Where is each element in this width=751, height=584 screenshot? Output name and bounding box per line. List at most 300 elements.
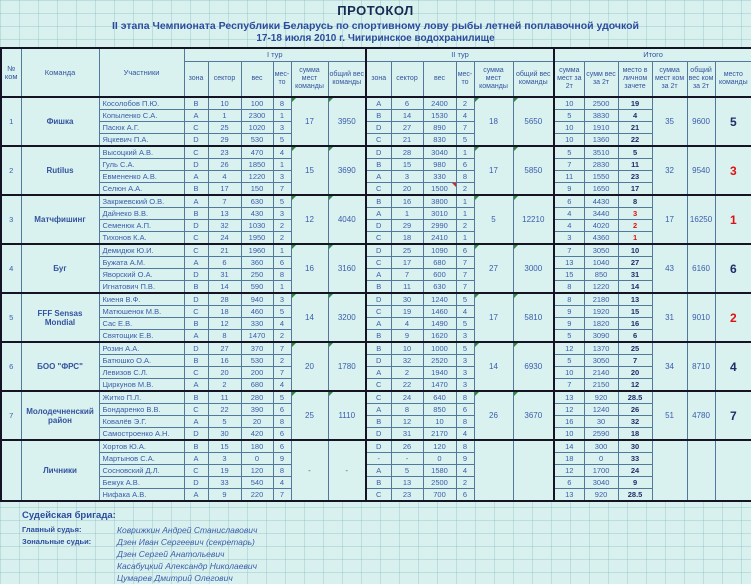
tour2-team-total-weight: 5850 [513,146,554,195]
tour2-sector: 13 [391,477,423,489]
sum-weight-2tours: 1910 [584,122,618,134]
sum-places-2tours: 11 [554,171,584,183]
tour1-sector: 12 [208,318,241,330]
personal-place: 21 [618,122,652,134]
tour1-sector: 15 [208,440,241,453]
personal-place: 20 [618,367,652,379]
tour1-weight: 150 [241,183,273,196]
tour1-weight: 460 [241,306,273,318]
tour2-sector: 2 [391,367,423,379]
sum-weight-2tours: 850 [584,269,618,281]
tour2-zone: D [366,220,391,232]
tour2-team-sum-places: 17 [474,146,513,195]
tour1-place: 8 [273,269,291,281]
team-name: БОО "ФРС" [21,342,99,391]
tour1-sector: 27 [208,342,241,355]
tour2-team-sum-places: 17 [474,293,513,342]
tour1-place: 4 [273,146,291,159]
tour2-weight: 1580 [423,465,456,477]
tour1-weight: 280 [241,391,273,404]
tour1-sector: 20 [208,367,241,379]
tour1-team-sum-places: 14 [291,293,328,342]
tour1-sector: 14 [208,281,241,294]
tour1-sector: 26 [208,159,241,171]
tour2-weight: 2520 [423,355,456,367]
participant-name: Пасюк А.Г. [99,122,184,134]
tour1-place: 1 [273,110,291,122]
team-sum-places-2tours [652,440,687,501]
sum-places-2tours: 13 [554,257,584,269]
tour2-place: 8 [456,171,474,183]
judges-title: Судейская бригада: [22,510,116,521]
tour1-place: 2 [273,330,291,343]
team-sum-places-2tours: 43 [652,244,687,293]
tour1-place: 1 [273,159,291,171]
tour1-weight: 420 [241,428,273,441]
tour2-place: 8 [456,440,474,453]
sum-weight-2tours: 1920 [584,306,618,318]
judge-name: Цумарев Дмитрий Олегович [117,573,233,583]
tour1-place: 5 [273,134,291,147]
header-tour1-place: мес-то [273,62,291,98]
participant-name: Самостроенко А.Н. [99,428,184,441]
header-sum-places-2t: сумма мест за 2т [554,62,584,98]
personal-place: 3 [618,208,652,220]
tour1-weight: 680 [241,379,273,392]
header-team: Команда [21,48,99,97]
sum-places-2tours: 10 [554,122,584,134]
tour1-team-total-weight: 3950 [328,97,366,146]
sum-places-2tours: 10 [554,428,584,441]
tour1-sector: 2 [208,379,241,392]
tour2-zone: C [366,391,391,404]
tour1-zone: C [184,244,208,257]
tour2-weight: 3040 [423,146,456,159]
participant-name: Хортов Ю.А. [99,440,184,453]
judge-role-label: Зональные судьи: [22,537,92,546]
sum-places-2tours: 5 [554,330,584,343]
tour1-zone: B [184,318,208,330]
tour2-sector: - [391,453,423,465]
tour2-place: 3 [456,367,474,379]
personal-place: 7 [618,355,652,367]
team-number: 4 [1,244,21,293]
tour2-sector: 8 [391,404,423,416]
tour2-place: 7 [456,281,474,294]
tour1-team-total-weight: - [328,440,366,501]
tour2-place: 3 [456,355,474,367]
tour1-weight: 530 [241,134,273,147]
participant-name: Закржевский О.В. [99,195,184,208]
sum-places-2tours: 6 [554,477,584,489]
participant-name: Батюшко О.А. [99,355,184,367]
tour2-sector: 3 [391,171,423,183]
tour1-place: 8 [273,97,291,110]
participant-name: Семенюк А.П. [99,220,184,232]
tour1-place: 2 [273,355,291,367]
tour2-zone: B [366,477,391,489]
tour2-sector: 11 [391,281,423,294]
header-team-place: место команды [715,62,751,98]
tour1-sector: 11 [208,391,241,404]
tour2-team-total-weight [513,440,554,501]
tour1-zone: A [184,416,208,428]
tour1-zone: C [184,306,208,318]
header-personal-place: место в личном зачете [618,62,652,98]
tour1-team-sum-places: 15 [291,146,328,195]
sum-weight-2tours: 920 [584,391,618,404]
tour2-weight: 0 [423,453,456,465]
personal-place: 28.5 [618,391,652,404]
personal-place: 11 [618,159,652,171]
sum-places-2tours: 9 [554,318,584,330]
tour2-weight: 2400 [423,97,456,110]
sum-places-2tours: 4 [554,208,584,220]
tour2-zone: A [366,465,391,477]
personal-place: 9 [618,477,652,489]
tour1-zone: C [184,122,208,134]
tour1-zone: B [184,440,208,453]
header-tour1-sector: сектор [208,62,241,98]
personal-place: 28.5 [618,489,652,502]
tour2-weight: 890 [423,122,456,134]
sum-places-2tours: 18 [554,453,584,465]
team-total-weight-2tours: 9540 [687,146,715,195]
sum-places-2tours: 8 [554,293,584,306]
sum-weight-2tours: 0 [584,453,618,465]
tour1-weight: 250 [241,269,273,281]
page-subtitle: II этапа Чемпионата Республики Беларусь по спортивному лову рыбы летней поплавочной удочкой [112,20,639,32]
tour2-zone: D [366,355,391,367]
judge-name: Касабуцкий Александр Николаевич [117,561,258,571]
tour1-sector: 3 [208,453,241,465]
participant-name: Игнатович П.В. [99,281,184,294]
tour1-weight: 330 [241,318,273,330]
team-name: Буг [21,244,99,293]
tour2-place: 6 [456,159,474,171]
personal-place: 33 [618,453,652,465]
tour1-place: 1 [273,244,291,257]
tour2-zone: A [366,171,391,183]
tour2-weight: 330 [423,171,456,183]
tour1-place: 2 [273,232,291,245]
participant-name: Яворский О.А. [99,269,184,281]
tour2-zone: C [366,134,391,147]
sum-places-2tours: 9 [554,306,584,318]
sum-places-2tours: 10 [554,134,584,147]
sum-weight-2tours: 4360 [584,232,618,245]
tour1-place: 2 [273,220,291,232]
tour2-weight: 2170 [423,428,456,441]
header-tour2-zone: зона [366,62,391,98]
tour1-zone: A [184,171,208,183]
sum-weight-2tours: 2830 [584,159,618,171]
tour2-weight: 10 [423,416,456,428]
team-final-place: 3 [715,146,751,195]
tour1-place: 3 [273,122,291,134]
header-sum-weight-2t: сумм вес за 2т [584,62,618,98]
tour2-zone: C [366,379,391,392]
tour2-sector: 16 [391,195,423,208]
participant-name: Матюшенок М.В. [99,306,184,318]
tour2-weight: 1000 [423,342,456,355]
tour1-zone: B [184,391,208,404]
tour2-sector: 7 [391,269,423,281]
tour1-zone: C [184,232,208,245]
judge-role-label [22,560,117,572]
sum-weight-2tours: 3440 [584,208,618,220]
tour1-sector: 17 [208,183,241,196]
tour1-zone: D [184,342,208,355]
tour1-weight: 390 [241,404,273,416]
sum-weight-2tours: 3050 [584,244,618,257]
team-name: Молодечненский район [21,391,99,440]
tour1-sector: 6 [208,257,241,269]
team-total-weight-2tours: 4780 [687,391,715,440]
judge-role-label: Главный судья: [22,525,82,534]
sum-weight-2tours: 1040 [584,257,618,269]
tour1-sector: 1 [208,110,241,122]
tour1-weight: 100 [241,97,273,110]
sum-places-2tours: 8 [554,281,584,294]
tour2-zone: A [366,318,391,330]
tour1-place: 7 [273,183,291,196]
personal-place: 26 [618,404,652,416]
tour2-place: 1 [456,195,474,208]
tour2-weight: 600 [423,269,456,281]
team-final-place: 6 [715,244,751,293]
tour2-sector: 28 [391,146,423,159]
tour2-place: 8 [456,391,474,404]
tour2-zone: B [366,195,391,208]
team-number: 7 [1,391,21,440]
tour1-team-total-weight: 1110 [328,391,366,440]
tour1-weight: 220 [241,489,273,502]
header-tour2-team-weight: общий вес команды [513,62,554,98]
tour2-zone: C [366,232,391,245]
personal-place: 27 [618,257,652,269]
tour1-sector: 8 [208,330,241,343]
tour1-sector: 22 [208,404,241,416]
tour1-weight: 1470 [241,330,273,343]
tour1-weight: 530 [241,355,273,367]
sum-places-2tours: 10 [554,367,584,379]
tour1-weight: 1950 [241,232,273,245]
header-tour1-team-weight: общий вес команды [328,62,366,98]
tour1-zone: D [184,269,208,281]
team-name: FFF Sensas Mondial [21,293,99,342]
tour2-weight: 3010 [423,208,456,220]
tour1-team-total-weight: 3200 [328,293,366,342]
sum-places-2tours: 6 [554,195,584,208]
participant-name: Тихонов К.А. [99,232,184,245]
tour2-place: 7 [456,122,474,134]
tour2-team-sum-places: 18 [474,97,513,146]
tour2-sector: 29 [391,220,423,232]
personal-place: 14 [618,281,652,294]
tour2-zone: B [366,416,391,428]
tour2-sector: 5 [391,465,423,477]
tour1-place: 3 [273,171,291,183]
personal-place: 12 [618,379,652,392]
tour2-team-sum-places: 14 [474,342,513,391]
tour2-zone: B [366,330,391,343]
sum-places-2tours: 15 [554,269,584,281]
sum-weight-2tours: 4430 [584,195,618,208]
tour1-place: 7 [273,367,291,379]
page-title: ПРОТОКОЛ [337,3,414,18]
tour1-place: 5 [273,195,291,208]
tour2-weight: 1240 [423,293,456,306]
team-final-place: 4 [715,342,751,391]
sum-weight-2tours: 1820 [584,318,618,330]
tour1-team-total-weight: 1780 [328,342,366,391]
personal-place: 31 [618,269,652,281]
tour1-weight: 370 [241,342,273,355]
header-tour2-place: мес-то [456,62,474,98]
tour2-weight: 630 [423,281,456,294]
judges-section [22,510,751,584]
participant-name: Левизов С.Л. [99,367,184,379]
tour1-weight: 120 [241,465,273,477]
personal-place: 5 [618,146,652,159]
tour1-place: 5 [273,306,291,318]
protocol-table [0,47,751,502]
tour2-place: 2 [456,220,474,232]
tour2-zone: C [366,306,391,318]
personal-place: 22 [618,134,652,147]
participant-name: Евмененко А.В. [99,171,184,183]
team-sum-places-2tours: 35 [652,97,687,146]
tour2-team-sum-places: 26 [474,391,513,440]
tour2-team-total-weight: 5650 [513,97,554,146]
tour2-zone: D [366,428,391,441]
sum-places-2tours: 16 [554,416,584,428]
tour1-weight: 20 [241,416,273,428]
participant-name: Сосновский Д.Л. [99,465,184,477]
tour2-weight: 830 [423,134,456,147]
header-tour2-weight: вес [423,62,456,98]
sum-weight-2tours: 2140 [584,367,618,379]
sum-places-2tours: 12 [554,404,584,416]
tour1-sector: 21 [208,244,241,257]
tour1-team-sum-places: 25 [291,391,328,440]
header-tour2-team-sum: сумма мест команды [474,62,513,98]
tour1-weight: 1960 [241,244,273,257]
participant-name: Киеня В.Ф. [99,293,184,306]
tour2-sector: 24 [391,391,423,404]
team-number: 2 [1,146,21,195]
sum-weight-2tours: 3830 [584,110,618,122]
personal-place: 16 [618,318,652,330]
participant-name: Ковалёв Э.Г. [99,416,184,428]
tour2-sector: 27 [391,122,423,134]
tour2-sector: 26 [391,440,423,453]
participant-name: Селюн А.А. [99,183,184,196]
tour1-weight: 630 [241,195,273,208]
tour1-sector: 25 [208,122,241,134]
tour1-weight: 540 [241,477,273,489]
tour2-sector: 9 [391,330,423,343]
sum-places-2tours: 5 [554,355,584,367]
tour2-weight: 2500 [423,477,456,489]
tour2-zone: D [366,244,391,257]
tour1-sector: 31 [208,269,241,281]
tour2-weight: 1530 [423,110,456,122]
tour2-place: 3 [456,330,474,343]
tour2-zone: - [366,453,391,465]
tour1-zone: B [184,355,208,367]
participant-name: Сас Е.В. [99,318,184,330]
personal-place: 19 [618,97,652,110]
tour2-sector: 1 [391,208,423,220]
team-number: 1 [1,97,21,146]
tour1-place: 7 [273,489,291,502]
tour1-place: 3 [273,208,291,220]
personal-place: 6 [618,330,652,343]
team-number [1,440,21,501]
team-total-weight-2tours: 9010 [687,293,715,342]
tour1-sector: 4 [208,171,241,183]
sum-places-2tours: 12 [554,465,584,477]
sum-places-2tours: 12 [554,342,584,355]
tour1-zone: D [184,159,208,171]
personal-place: 10 [618,244,652,257]
tour2-sector: 30 [391,293,423,306]
tour1-sector: 5 [208,416,241,428]
tour1-zone: B [184,281,208,294]
tour1-sector: 30 [208,428,241,441]
tour2-place: 2 [456,183,474,196]
tour2-place: 5 [456,134,474,147]
tour2-place: 1 [456,232,474,245]
tour1-sector: 32 [208,220,241,232]
tour2-sector: 31 [391,428,423,441]
title-block [0,0,751,44]
team-sum-places-2tours: 34 [652,342,687,391]
tour1-zone: C [184,404,208,416]
tour2-team-total-weight: 6930 [513,342,554,391]
tour1-sector: 9 [208,489,241,502]
sum-places-2tours: 7 [554,379,584,392]
tour1-zone: B [184,208,208,220]
tour2-place: 8 [456,416,474,428]
sum-places-2tours: 13 [554,391,584,404]
tour2-team-total-weight: 12210 [513,195,554,244]
tour2-weight: 980 [423,159,456,171]
sum-weight-2tours: 1240 [584,404,618,416]
participant-name: Гуль С.А. [99,159,184,171]
sum-places-2tours: 14 [554,440,584,453]
team-total-weight-2tours: 9600 [687,97,715,146]
personal-place: 18 [618,428,652,441]
team-name: Фишка [21,97,99,146]
participant-name: Дайнеко В.В. [99,208,184,220]
tour2-sector: 6 [391,97,423,110]
tour2-weight: 3800 [423,195,456,208]
tour2-sector: 19 [391,306,423,318]
tour1-place: 4 [273,379,291,392]
tour2-zone: A [366,97,391,110]
tour2-sector: 14 [391,110,423,122]
tour2-place: 4 [456,428,474,441]
header-participants: Участники [99,48,184,97]
tour1-weight: 200 [241,367,273,379]
participant-name: Циркунов М.В. [99,379,184,392]
participant-name: Мартынов С.А. [99,453,184,465]
tour2-zone: D [366,122,391,134]
personal-place: 32 [618,416,652,428]
